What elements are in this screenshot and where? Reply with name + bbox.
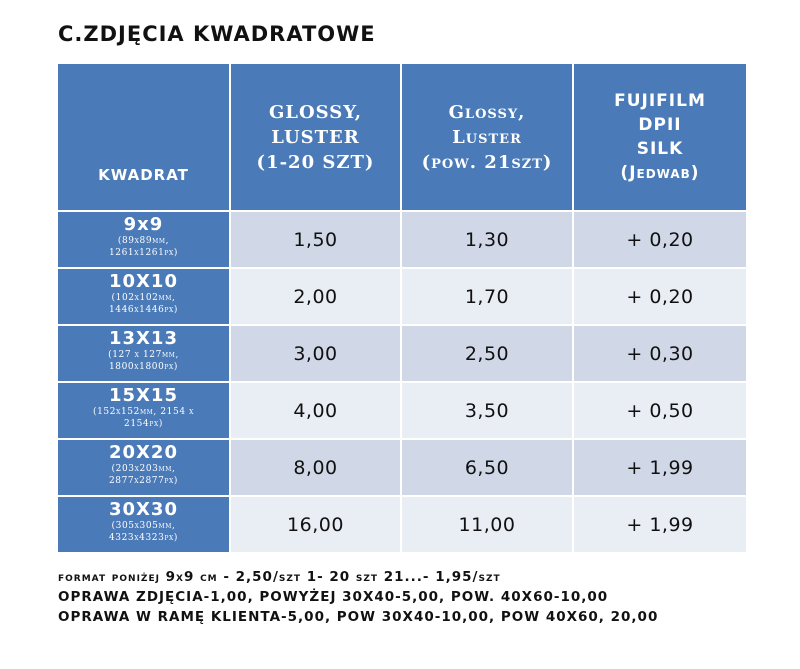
price-silk: + 1,99 [573,439,747,496]
price-glossy-1-20: 1,50 [230,211,401,268]
table-row [57,496,747,553]
price-silk: + 0,20 [573,211,747,268]
size-cell [57,211,230,268]
size-detail: (89x89mm, [117,236,170,246]
price-silk: + 0,30 [573,325,747,382]
header-glossy-21 [401,63,573,211]
notes-block [58,567,658,627]
size-cell [57,268,230,325]
header-line: (Jedwab) [620,163,700,183]
size-cell [57,382,230,439]
table-row [57,325,747,382]
price-glossy-21: 1,70 [401,268,573,325]
header-line: FUJIFILM [614,91,706,111]
price-glossy-1-20: 2,00 [230,268,401,325]
header-line: Luster [452,126,522,148]
table-row [57,211,747,268]
size-label: 30X30 [109,499,178,520]
size-label: 10X10 [109,271,178,292]
size-label: 15X15 [109,385,178,406]
header-glossy-1-20 [230,63,401,211]
price-glossy-1-20: 16,00 [230,496,401,553]
size-detail: (152x152mm, 2154 x [93,407,194,417]
price-glossy-21: 1,30 [401,211,573,268]
header-kwadrat: KWADRAT [57,63,230,211]
note-line: OPRAWA W RAMĘ KLIENTA-5,00, POW 30X40-10,00, POW 40X60, 20,00 [58,609,659,625]
note-line: format poniżej 9x9 cm - 2,50/szt 1- 20 szt 21...- 1,95/szt [58,569,501,585]
size-detail: 2877x2877px) [108,476,179,486]
size-label: 9x9 [123,214,164,235]
price-silk: + 0,20 [573,268,747,325]
size-label: 13X13 [109,328,178,349]
header-line: SILK [636,139,684,159]
header-line: GLOSSY, [268,101,363,123]
size-detail: 1261x1261px) [108,248,179,258]
size-cell [57,496,230,553]
size-detail: (203x203mm, [111,464,176,474]
price-glossy-1-20: 3,00 [230,325,401,382]
price-glossy-1-20: 8,00 [230,439,401,496]
table-row [57,439,747,496]
price-glossy-1-20: 4,00 [230,382,401,439]
price-glossy-21: 6,50 [401,439,573,496]
size-detail: (305x305mm, [111,521,176,531]
header-line: (pow. 21szt) [421,151,553,173]
header-fujifilm-silk [573,63,747,211]
size-detail: 2154px) [124,419,163,429]
header-line: Glossy, [448,101,526,123]
price-silk: + 0,50 [573,382,747,439]
size-detail: (102x102mm, [111,293,176,303]
table-row [57,268,747,325]
price-glossy-21: 11,00 [401,496,573,553]
header-line: DPII [638,115,682,135]
price-glossy-21: 3,50 [401,382,573,439]
header-line: LUSTER [271,126,360,148]
header-line: (1-20 SZT) [256,151,375,173]
price-silk: + 1,99 [573,496,747,553]
size-detail: 1446x1446px) [108,305,179,315]
page-title: C.ZDJĘCIA KWADRATOWE [58,22,376,46]
size-detail: 4323x4323px) [108,533,179,543]
size-detail: 1800x1800px) [108,362,179,372]
price-glossy-21: 2,50 [401,325,573,382]
size-cell [57,325,230,382]
note-line: OPRAWA ZDJĘCIA-1,00, POWYŻEJ 30X40-5,00, POW. 40X60-10,00 [58,589,609,605]
table-row [57,382,747,439]
header-row [57,63,747,211]
size-detail: (127 x 127mm, [108,350,179,360]
size-cell [57,439,230,496]
size-label: 20X20 [109,442,178,463]
price-table [56,62,748,554]
